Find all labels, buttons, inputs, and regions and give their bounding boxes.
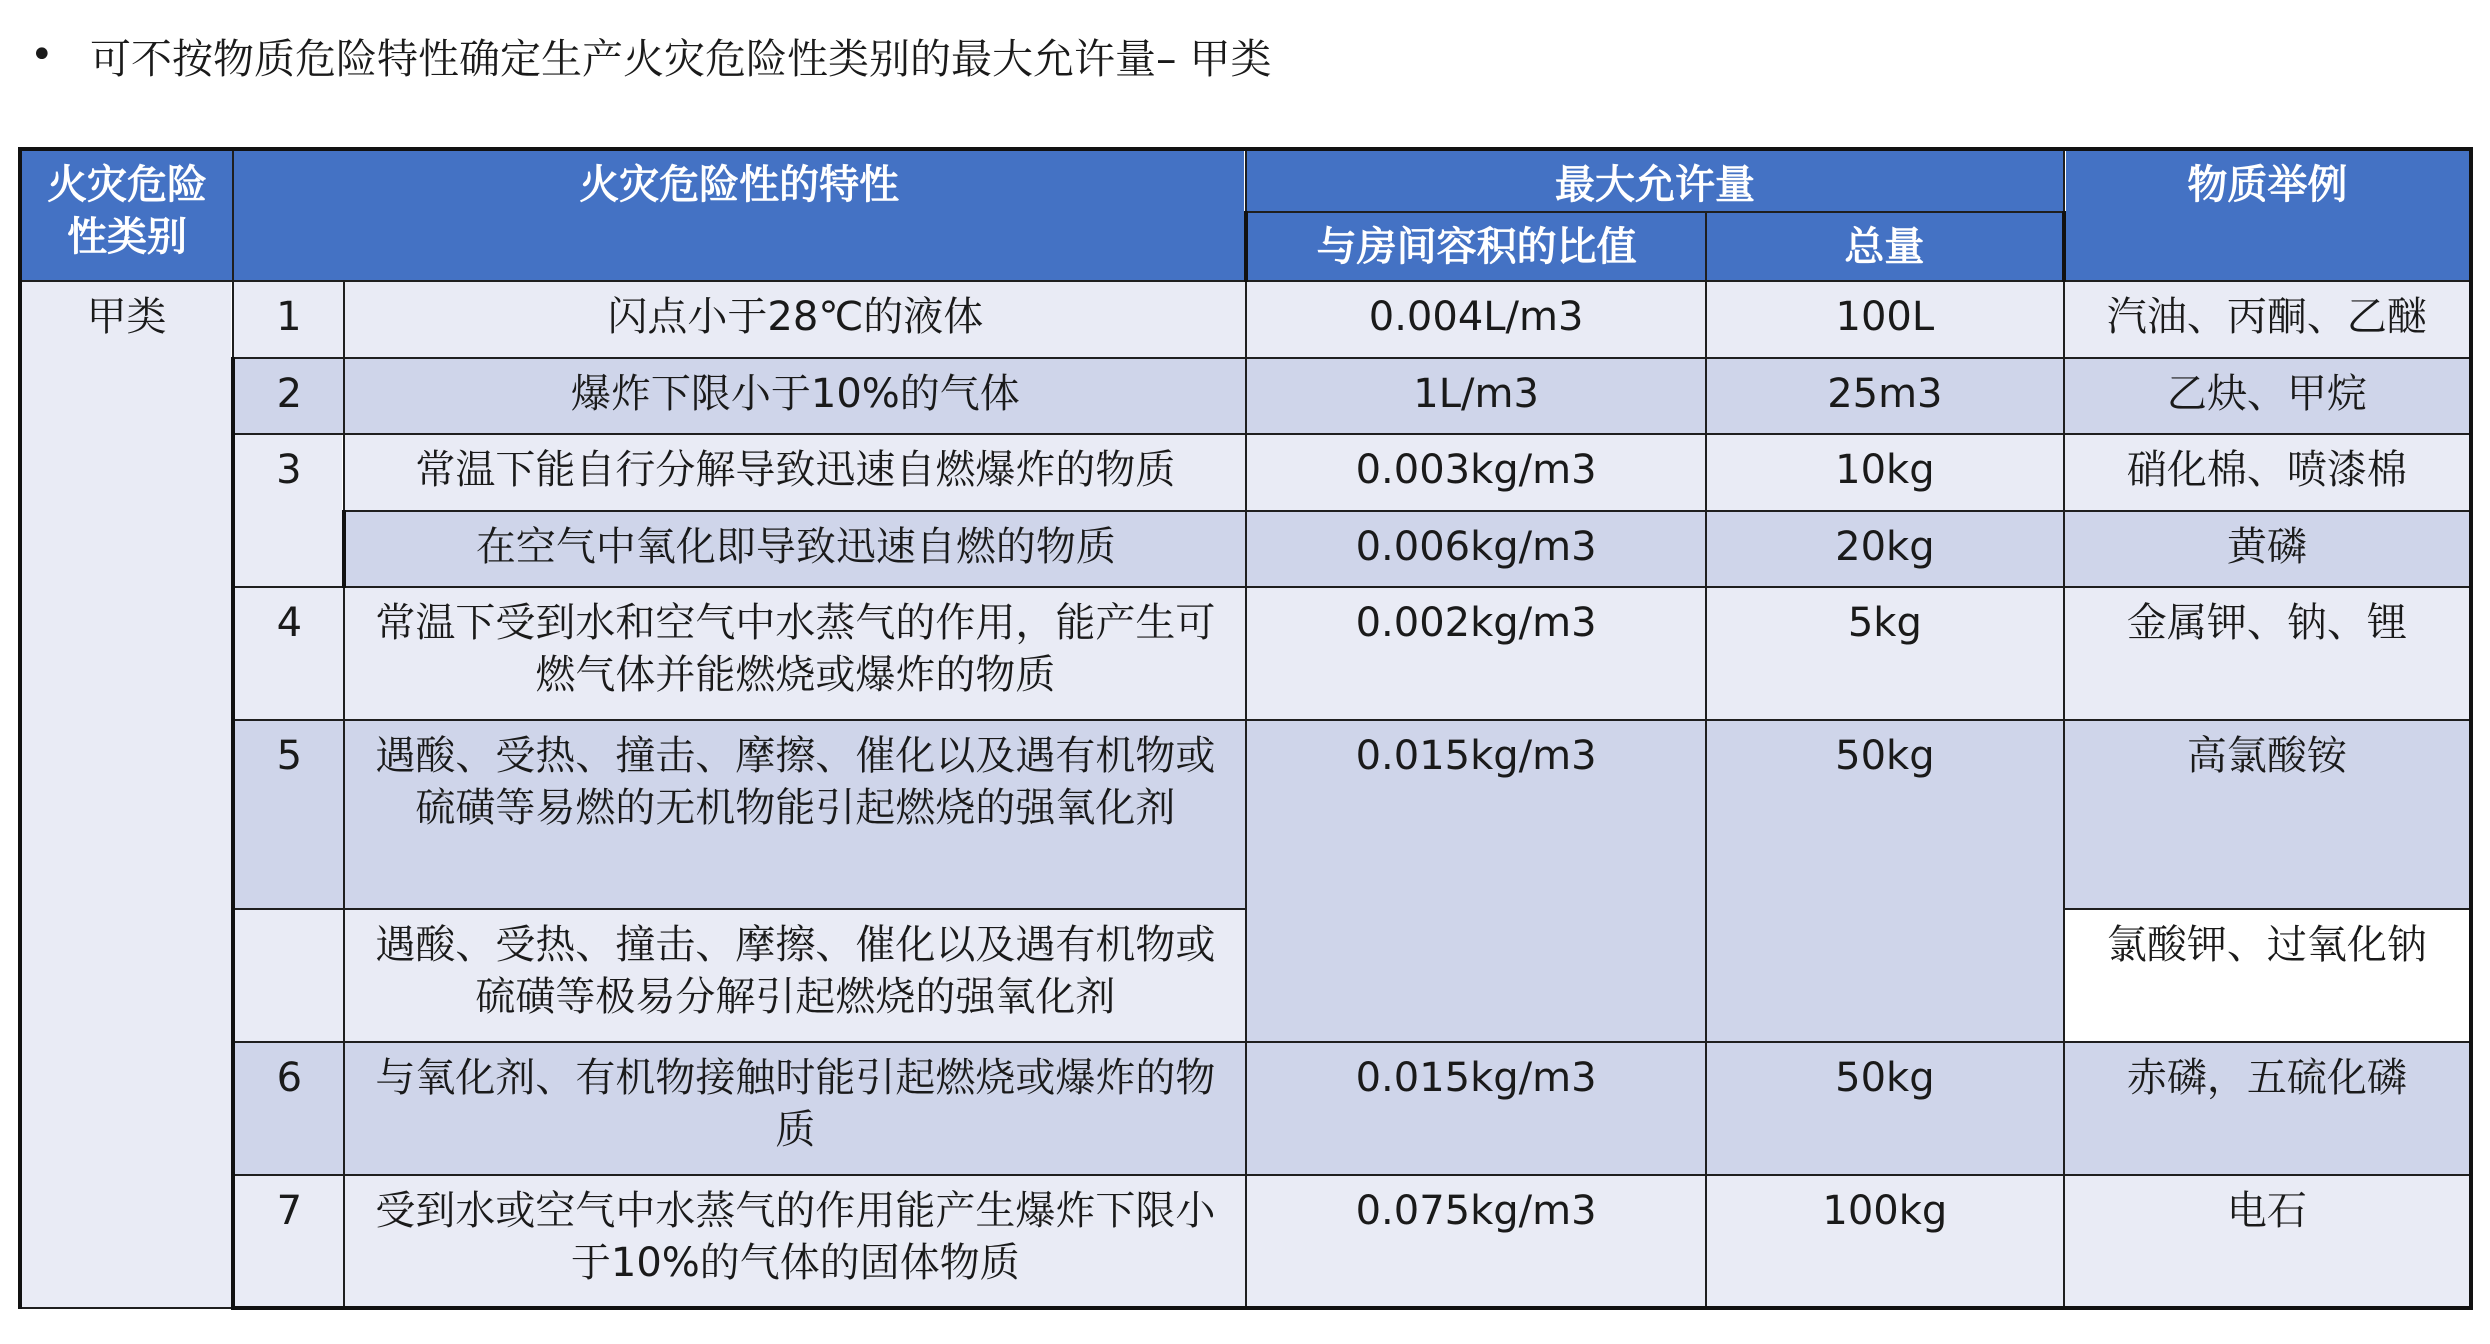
row-number: 7 [233,1175,344,1308]
row-ratio: 0.006kg/m3 [1246,511,1706,588]
table-row [20,909,2471,1042]
row-total: 100L [1706,281,2064,358]
row-example: 金属钾、钠、锂 [2064,587,2471,720]
row-description: 常温下能自行分解导致迅速自燃爆炸的物质 [344,434,1246,511]
table-row [20,587,2471,720]
row-example: 赤磷，五硫化磷 [2064,1042,2471,1175]
header-ratio: 与房间容积的比值 [1246,212,1706,281]
row-ratio: 1L/m3 [1246,358,1706,435]
row-example: 高氯酸铵 [2064,720,2471,909]
header-total: 总量 [1706,212,2064,281]
table-row [20,1175,2471,1308]
row-number: 6 [233,1042,344,1175]
row-total: 10kg [1706,434,2064,511]
row-example: 氯酸钾、过氧化钠 [2064,909,2471,1042]
table-row [20,434,2471,511]
hazard-table [18,147,2473,1310]
row-description: 与氧化剂、有机物接触时能引起燃烧或爆炸的物质 [344,1042,1246,1175]
row-total: 100kg [1706,1175,2064,1308]
row-description: 遇酸、受热、撞击、摩擦、催化以及遇有机物或硫磺等易燃的无机物能引起燃烧的强氧化剂 [344,720,1246,909]
table-row [20,511,2471,588]
row-ratio: 0.004L/m3 [1246,281,1706,358]
page-heading [30,30,1272,83]
row-ratio: 0.075kg/m3 [1246,1175,1706,1308]
header-characteristics: 火灾危险性的特性 [233,149,1246,281]
row-ratio: 0.003kg/m3 [1246,434,1706,511]
row-ratio: 0.015kg/m3 [1246,1042,1706,1175]
row-total: 25m3 [1706,358,2064,435]
row-example: 乙炔、甲烷 [2064,358,2471,435]
row-example: 电石 [2064,1175,2471,1308]
row-example: 黄磷 [2064,511,2471,588]
table-row [20,358,2471,435]
row-description: 受到水或空气中水蒸气的作用能产生爆炸下限小于10%的气体的固体物质 [344,1175,1246,1308]
row-number [233,909,344,1042]
row-ratio: 0.015kg/m3 [1246,720,1706,1042]
row-number: 4 [233,587,344,720]
table-row [20,720,2471,909]
row-number: 3 [233,434,344,587]
header-examples: 物质举例 [2064,149,2471,281]
row-description: 爆炸下限小于10%的气体 [344,358,1246,435]
row-description: 常温下受到水和空气中水蒸气的作用，能产生可燃气体并能燃烧或爆炸的物质 [344,587,1246,720]
row-ratio: 0.002kg/m3 [1246,587,1706,720]
heading-text: 可不按物质危险特性确定生产火灾危险性类别的最大允许量– 甲类 [90,34,1272,83]
category-cell: 甲类 [20,281,233,1308]
header-category: 火灾危险性类别 [20,149,233,281]
row-description: 遇酸、受热、撞击、摩擦、催化以及遇有机物或硫磺等极易分解引起燃烧的强氧化剂 [344,909,1246,1042]
row-description: 在空气中氧化即导致迅速自燃的物质 [344,511,1246,588]
row-total: 20kg [1706,511,2064,588]
row-total: 50kg [1706,1042,2064,1175]
row-description: 闪点小于28℃的液体 [344,281,1246,358]
bullet-icon: • [30,32,54,78]
table-row [20,1042,2471,1175]
row-number: 5 [233,720,344,909]
row-number: 2 [233,358,344,435]
row-total: 5kg [1706,587,2064,720]
row-number: 1 [233,281,344,358]
table-row [20,281,2471,358]
row-total: 50kg [1706,720,2064,1042]
header-max-allowed: 最大允许量 [1246,149,2064,212]
row-example: 硝化棉、喷漆棉 [2064,434,2471,511]
row-example: 汽油、丙酮、乙醚 [2064,281,2471,358]
